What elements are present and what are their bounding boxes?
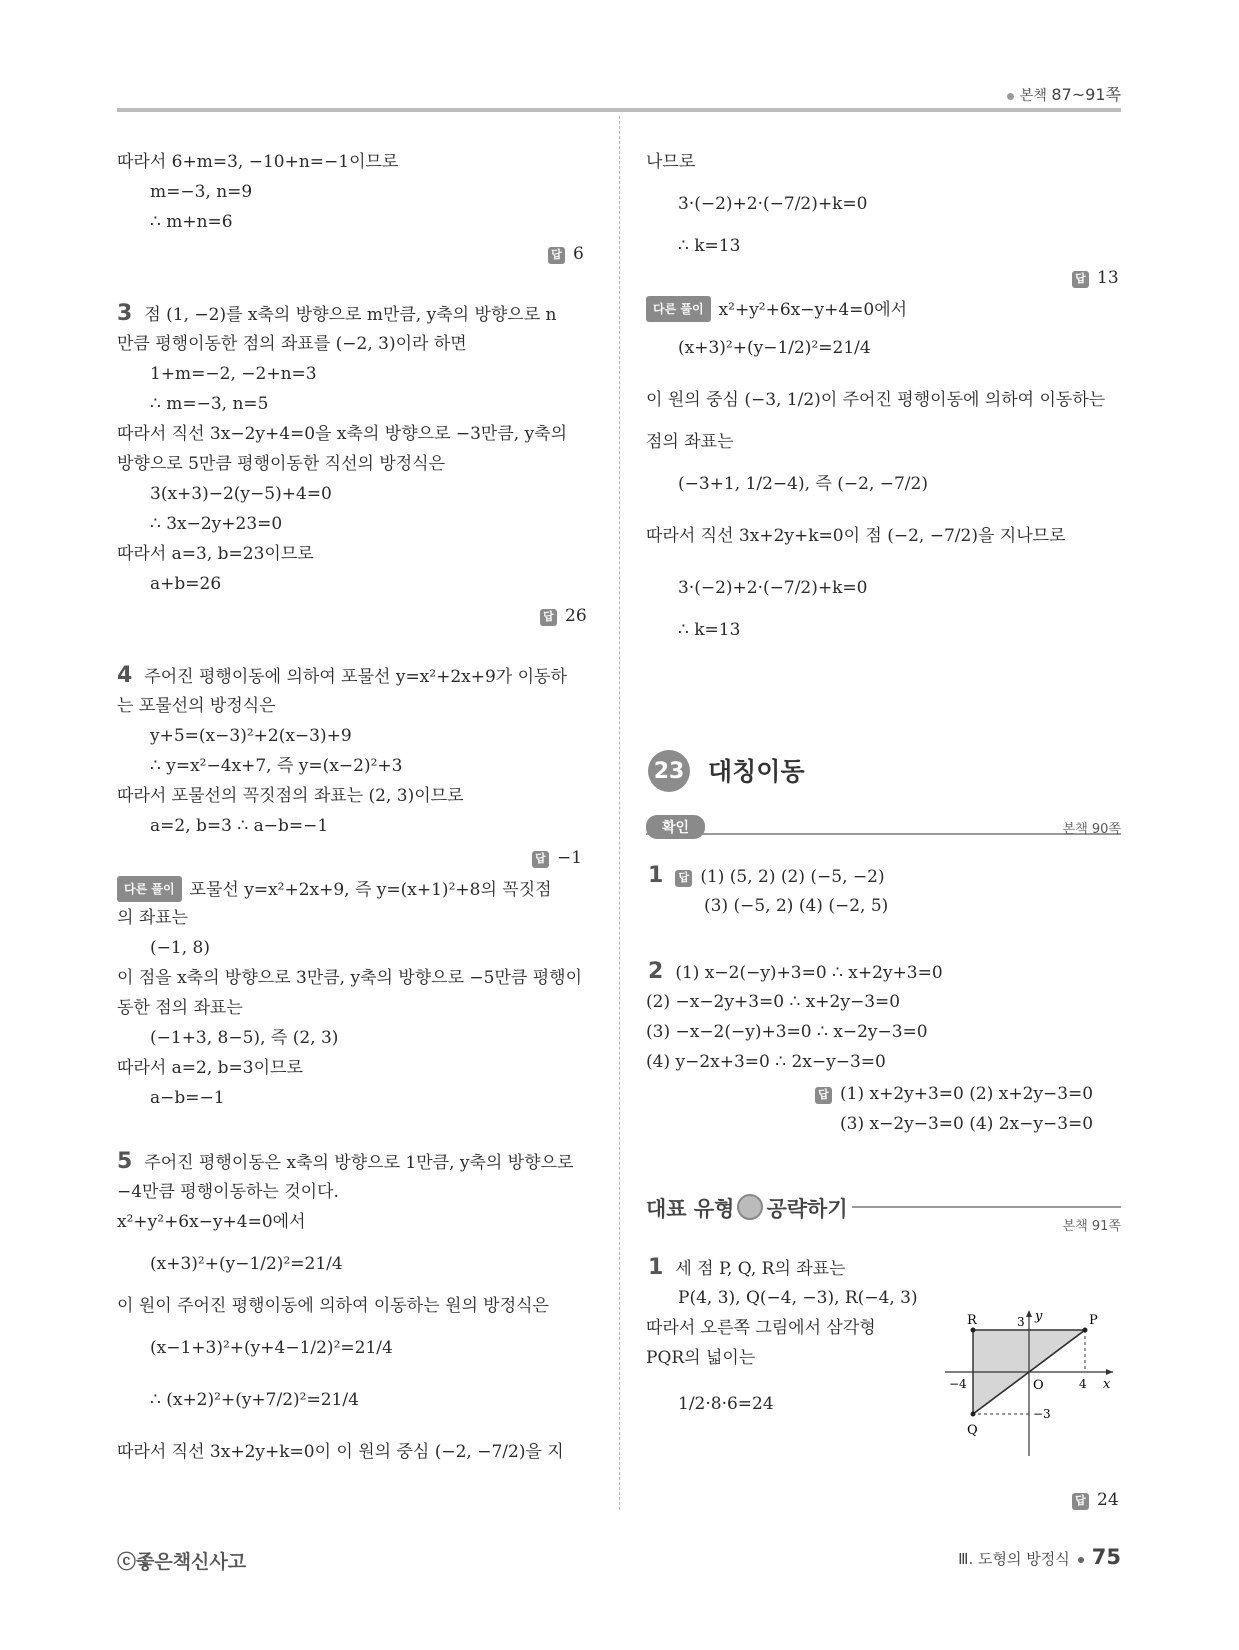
text-line: 3·(−2)+2·(−7/2)+k=0 [678,194,868,214]
text-line: 이 점을 x축의 방향으로 3만큼, y축의 방향으로 −5만큼 평행이 [117,968,582,988]
chapter-title: Ⅲ. 도형의 방정식 [958,1550,1070,1568]
text-line: ∴ 3x−2y+23=0 [150,514,283,534]
text-line: (1) x−2(−y)+3=0 ∴ x+2y+3=0 [675,963,943,983]
text-line: (x+3)²+(y−1/2)²=21/4 [150,1254,343,1274]
text-line: 따라서 직선 3x+2y+k=0이 점 (−2, −7/2)을 지나므로 [646,526,1066,546]
text-line: (1) (5, 2) (2) (−5, −2) [700,867,885,887]
text-line: x²+y²+6x−y+4=0에서 [718,300,908,320]
confirm-badge: 확인 [646,815,705,839]
alt-solution-tag: 다른 풀이 [646,296,711,322]
text-line: 따라서 오른쪽 그림에서 삼각형 [646,1318,876,1338]
publisher-logo: ⓒ좋은책신사고 [117,1551,247,1573]
label-O: O [1033,1378,1044,1393]
label-x: x [1103,1377,1111,1392]
text-line: 의 좌표는 [117,908,189,928]
answer-value: 6 [573,244,584,264]
text-line: 이 원의 중심 (−3, 1/2)이 주어진 평행이동에 의하여 이동하는 [646,390,1106,410]
text-line: (x−1+3)²+(y+4−1/2)²=21/4 [150,1338,393,1358]
page-header [1007,82,1121,105]
header-prefix: 본책 [1019,88,1052,104]
bullet-icon [1078,1557,1084,1563]
text-line: (3) (−5, 2) (4) (−2, 5) [704,896,889,916]
text-line: 1+m=−2, −2+n=3 [150,364,317,384]
header-rule [117,108,1121,112]
text-line: 1/2·8·6=24 [678,1394,774,1414]
problem-number: 4 [117,663,133,688]
text-line: −4만큼 평행이동하는 것이다. [117,1182,339,1202]
text-line: (3) −x−2(−y)+3=0 ∴ x−2y−3=0 [646,1022,928,1042]
text-line: (−1+3, 8−5), 즉 (2, 3) [150,1028,339,1048]
alt-solution [646,296,907,322]
text-line: (4) y−2x+3=0 ∴ 2x−y−3=0 [646,1052,886,1072]
answer-line [540,604,587,628]
point-Q [971,1412,976,1417]
text-line: y+5=(x−3)²+2(x−3)+9 [150,726,352,746]
text-line: 점 (1, −2)를 x축의 방향으로 m만큼, y축의 방향으로 n [144,305,557,325]
y-arrow-icon [1026,1310,1032,1317]
label-P: P [1089,1313,1098,1328]
point-R [971,1328,976,1333]
answer-line [532,846,582,870]
rep-title-b: 공략하기 [766,1197,848,1221]
problem-number: 1 [648,863,664,888]
representative-title [646,1193,848,1223]
text-line: (−1, 8) [150,938,210,958]
answer-value: 13 [1097,268,1119,288]
answer-value: 24 [1097,1490,1119,1510]
rep-problem-1 [648,1256,846,1281]
text-line: ∴ (x+2)²+(y+7/2)²=21/4 [150,1390,359,1410]
label-R: R [967,1313,977,1328]
text-line: 3·(−2)+2·(−7/2)+k=0 [678,578,868,598]
bullet-icon [1007,93,1014,100]
text-line: 점의 좌표는 [646,432,734,452]
text-line: 는 포물선의 방정식은 [117,696,276,716]
text-line: a+b=26 [150,574,222,594]
problem-5 [117,1150,573,1175]
answer-line [548,242,584,266]
problem-number: 5 [117,1149,133,1174]
column-divider [619,116,620,1510]
section-title: 대칭이동 [708,757,805,786]
answer-tag: 답 [815,1087,832,1104]
problem-number: 2 [648,959,664,984]
answer-value: (1) x+2y+3=0 (2) x+2y−3=0 [840,1084,1094,1104]
tick-3: 3 [1017,1315,1025,1329]
section-number: 23 [648,750,690,792]
text-line: ∴ m+n=6 [150,212,233,232]
text-line: a−b=−1 [150,1088,225,1108]
answer-tag: 답 [532,851,549,868]
answer-line [815,1082,1093,1106]
text-line: 따라서 6+m=3, −10+n=−1이므로 [117,152,399,172]
problem-4 [117,664,567,689]
text-line: 만큼 평행이동한 점의 좌표를 (−2, 3)이라 하면 [117,334,467,354]
text-line: 따라서 직선 3x+2y+k=0이 이 원의 중심 (−2, −7/2)을 지 [117,1442,564,1462]
header-pages: 87~91쪽 [1051,85,1121,104]
confirm-ref: 본책 90쪽 [1062,822,1121,837]
label-y: y [1035,1310,1043,1324]
text-line: 이 원이 주어진 평행이동에 의하여 이동하는 원의 방정식은 [117,1296,549,1316]
text-line: (−3+1, 1/2−4), 즉 (−2, −7/2) [678,474,928,494]
rep-ref: 본책 91쪽 [1062,1219,1121,1234]
answer-line [1072,1488,1119,1512]
text-line: 따라서 포물선의 꼭짓점의 좌표는 (2, 3)이므로 [117,786,464,806]
text-line: 따라서 직선 3x−2y+4=0을 x축의 방향으로 −3만큼, y축의 [117,424,568,444]
text-line: (2) −x−2y+3=0 ∴ x+2y−3=0 [646,992,901,1012]
problem-number: 3 [117,301,133,326]
alt-solution-tag: 다른 풀이 [117,876,182,902]
text-line: ∴ y=x²−4x+7, 즉 y=(x−2)²+3 [150,756,403,776]
answer-tag: 답 [1072,271,1089,288]
text-line: ∴ m=−3, n=5 [150,394,269,414]
problem-3 [117,302,557,327]
text-line: ∴ k=13 [678,620,741,640]
text-line: 따라서 a=2, b=3이므로 [117,1058,303,1078]
text-line: (x+3)²+(y−1/2)²=21/4 [678,338,871,358]
confirm-problem-1 [648,864,885,889]
text-line: PQR의 넓이는 [646,1348,756,1368]
medal-icon [737,1194,763,1220]
text-line: 포물선 y=x²+2x+9, 즉 y=(x+1)²+8의 꼭짓점 [189,880,552,900]
text-line: 3(x+3)−2(y−5)+4=0 [150,484,332,504]
text-line: 주어진 평행이동은 x축의 방향으로 1만큼, y축의 방향으로 [144,1153,574,1173]
tick-neg3: −3 [1033,1407,1051,1421]
text-line: a=2, b=3 ∴ a−b=−1 [150,816,329,836]
text-line: m=−3, n=9 [150,182,253,202]
tick-neg4: −4 [949,1377,967,1391]
problem-number: 1 [648,1255,664,1280]
page-number: 75 [1091,1545,1121,1569]
x-arrow-icon [1106,1369,1113,1375]
answer-value: (3) x−2y−3=0 (4) 2x−y−3=0 [840,1114,1094,1134]
triangle-graph [945,1310,1121,1458]
answer-tag: 답 [548,247,565,264]
point-P [1083,1328,1088,1333]
answer-tag: 답 [540,609,557,626]
text-line: ∴ k=13 [678,236,741,256]
text-line: 동한 점의 좌표는 [117,998,243,1018]
alt-solution [117,876,552,902]
rep-title-a: 대표 유형 [646,1197,735,1221]
page-footer [958,1545,1121,1569]
text-line: 방향으로 5만큼 평행이동한 직선의 방정식은 [117,454,446,474]
text-line: 나므로 [646,152,696,172]
text-line: 따라서 a=3, b=23이므로 [117,544,314,564]
answer-line [1072,266,1119,290]
text-line: 세 점 P, Q, R의 좌표는 [675,1259,846,1279]
answer-value: 26 [565,606,587,626]
confirm-rule [646,817,1121,835]
answer-tag: 답 [675,870,692,887]
text-line: P(4, 3), Q(−4, −3), R(−4, 3) [678,1288,918,1308]
tick-4: 4 [1079,1377,1087,1391]
confirm-problem-2 [648,960,943,985]
answer-value: −1 [557,848,583,868]
label-Q: Q [967,1423,978,1438]
text-line: x²+y²+6x−y+4=0에서 [117,1212,306,1232]
answer-tag: 답 [1072,1493,1089,1510]
text-line: 주어진 평행이동에 의하여 포물선 y=x²+2x+9가 이동하 [144,667,567,687]
rep-rule [852,1206,1121,1208]
